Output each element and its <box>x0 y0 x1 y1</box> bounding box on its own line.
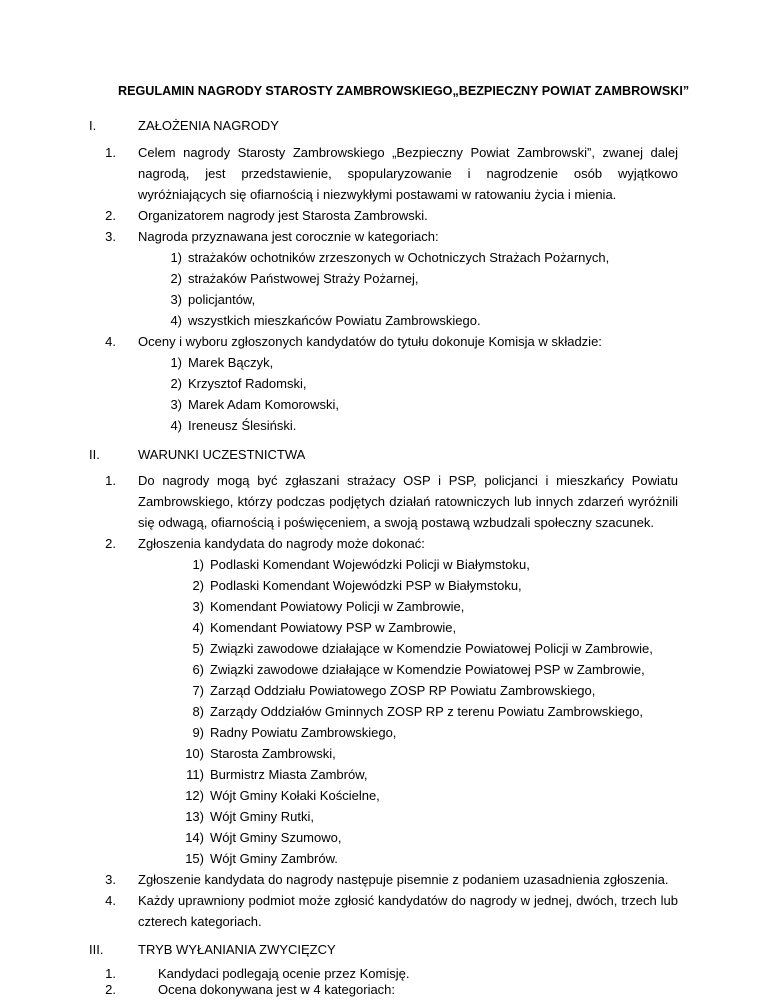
section-heading <box>0 447 768 467</box>
list-item: 4. Każdy uprawniony podmiot może zgłosić kandydatów do nagrody w jednej, dwóch, trzech lub <box>105 893 678 908</box>
document-title: REGULAMIN NAGRODY STAROSTY ZAMBROWSKIEGO„BEZPIECZNY POWIAT ZAMBROWSKI” <box>118 84 690 98</box>
list-item: 1. Celem nagrody Starosty Zambrowskiego „Bezpieczny Powiat Zambrowski”, zwanej dalej <box>105 145 678 160</box>
list-item: 2. Ocena dokonywana jest w 4 kategoriach: <box>105 982 396 997</box>
section-title: ZAŁOŻENIA NAGRODY <box>138 118 279 133</box>
list-item-continuation: nagrodą, jest przedstawienie, spopularyzowanie i nagrodzenie osób wyjątkowo <box>138 166 678 181</box>
sub-list-item: 4) wszystkich mieszkańców Powiatu Zambrowskiego. <box>170 313 481 328</box>
sub-list-item: 4) Komendant Powiatowy PSP w Zambrowie, <box>192 620 457 635</box>
sub-list-item: 4) Ireneusz Ślesiński. <box>170 418 297 433</box>
section-number: I. <box>89 118 97 133</box>
section-heading <box>0 942 768 962</box>
section-number: II. <box>89 447 100 462</box>
sub-list-item: 3) Marek Adam Komorowski, <box>170 397 339 412</box>
section-title: TRYB WYŁANIANIA ZWYCIĘZCY <box>138 942 336 957</box>
list-item-continuation: czterech kategoriach. <box>138 914 262 929</box>
sub-list-item: 10) Starosta Zambrowski, <box>185 746 336 761</box>
sub-list-item: 12) Wójt Gminy Kołaki Kościelne, <box>185 788 380 803</box>
list-item: 2. Organizatorem nagrody jest Starosta Zambrowski. <box>105 208 428 223</box>
sub-list-item: 6) Związki zawodowe działające w Komendzie Powiatowej PSP w Zambrowie, <box>192 662 645 677</box>
sub-list-item: 1) Podlaski Komendant Wojewódzki Policji w Białymstoku, <box>192 557 530 572</box>
list-item: 4. Oceny i wyboru zgłoszonych kandydatów do tytułu dokonuje Komisja w składzie: <box>105 334 602 349</box>
list-item: 1. Do nagrody mogą być zgłaszani strażacy OSP i PSP, policjanci i mieszkańcy Powiatu <box>105 473 678 488</box>
section-number: III. <box>89 942 104 957</box>
section-heading <box>0 118 768 138</box>
section-title: WARUNKI UCZESTNICTWA <box>138 447 306 462</box>
sub-list-item: 2) Podlaski Komendant Wojewódzki PSP w Białymstoku, <box>192 578 522 593</box>
sub-list-item: 13) Wójt Gminy Rutki, <box>185 809 315 824</box>
list-item-continuation: Zambrowskiego, którzy podczas podjętych działań ratowniczych lub innych zdarzeń wyróżnili <box>138 494 678 509</box>
sub-list-item: 7) Zarząd Oddziału Powiatowego ZOSP RP Powiatu Zambrowskiego, <box>192 683 596 698</box>
sub-list-item: 2) Krzysztof Radomski, <box>170 376 307 391</box>
list-item: 3. Zgłoszenie kandydata do nagrody następuje pisemnie z podaniem uzasadnienia zgłoszenia. <box>105 872 669 887</box>
list-item: 3. Nagroda przyznawana jest corocznie w kategoriach: <box>105 229 439 244</box>
sub-list-item: 9) Radny Powiatu Zambrowskiego, <box>192 725 397 740</box>
list-item-continuation: wyróżniających się ofiarnością i niezwykłymi postawami w ratowaniu życia i mienia. <box>138 187 617 202</box>
list-item: 1. Kandydaci podlegają ocenie przez Komisję. <box>105 966 410 981</box>
sub-list-item: 8) Zarządy Oddziałów Gminnych ZOSP RP z terenu Powiatu Zambrowskiego, <box>192 704 644 719</box>
sub-list-item: 3) policjantów, <box>170 292 256 307</box>
sub-list-item: 1) Marek Bączyk, <box>170 355 274 370</box>
sub-list-item: 1) strażaków ochotników zrzeszonych w Ochotniczych Strażach Pożarnych, <box>170 250 610 265</box>
sub-list-item: 11) Burmistrz Miasta Zambrów, <box>186 767 368 782</box>
sub-list-item: 3) Komendant Powiatowy Policji w Zambrowie, <box>192 599 465 614</box>
list-item-continuation: się odwagą, ofiarnością i poświęceniem, a swoją postawą wzbudzali społeczny szacunek. <box>138 515 654 530</box>
sub-list-item: 14) Wójt Gminy Szumowo, <box>185 830 342 845</box>
sub-list-item: 2) strażaków Państwowej Straży Pożarnej, <box>170 271 419 286</box>
sub-list-item: 15) Wójt Gminy Zambrów. <box>185 851 338 866</box>
list-item: 2. Zgłoszenia kandydata do nagrody może dokonać: <box>105 536 425 551</box>
sub-list-item: 5) Związki zawodowe działające w Komendzie Powiatowej Policji w Zambrowie, <box>192 641 653 656</box>
